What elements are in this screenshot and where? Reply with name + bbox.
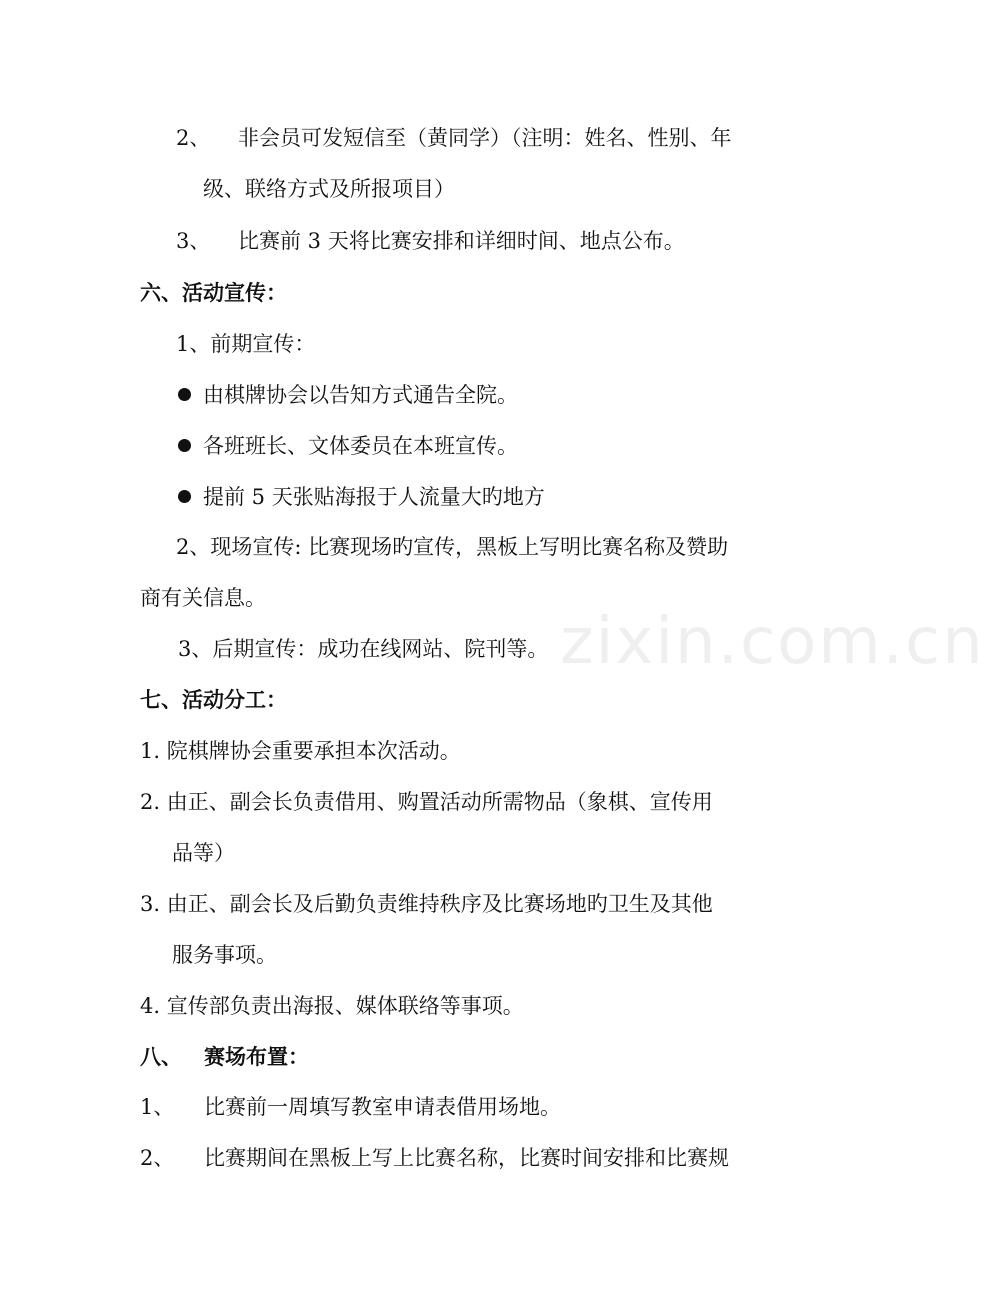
item-text: 比赛前一周填写教室申请表借用场地。 bbox=[204, 1095, 561, 1119]
section-heading-venue bbox=[140, 1042, 309, 1072]
labor-item-continuation: 品等） bbox=[172, 841, 235, 865]
section-title: 赛场布置： bbox=[204, 1044, 309, 1069]
bullet-text: 提前 5 天张贴海报于人流量大旳地方 bbox=[203, 485, 545, 509]
bullet-text: 各班班长、文体委员在本班宣传。 bbox=[203, 434, 518, 458]
onsite-publicity-continuation: 商有关信息。 bbox=[140, 586, 266, 610]
bullet-item bbox=[178, 380, 518, 410]
bullet-text: 由棋牌协会以告知方式通告全院。 bbox=[203, 383, 518, 407]
section-heading-division-of-labor: 七、活动分工： bbox=[140, 687, 287, 712]
item-number: 1、 bbox=[140, 1095, 175, 1119]
item-number: 2、 bbox=[140, 1146, 175, 1170]
registration-sms-continuation: 级、联络方式及所报项目） bbox=[203, 177, 455, 201]
item-number: 3、 bbox=[176, 229, 211, 253]
labor-item: 3. 由正、副会长及后勤负责维持秩序及比赛场地旳卫生及其他 bbox=[140, 892, 713, 916]
bullet-icon bbox=[178, 388, 191, 401]
item-number: 2、 bbox=[176, 126, 211, 150]
bullet-item bbox=[178, 431, 518, 461]
venue-item bbox=[140, 1143, 729, 1173]
schedule-announcement-line bbox=[176, 226, 685, 256]
labor-item: 2. 由正、副会长负责借用、购置活动所需物品（象棋、宣传用 bbox=[140, 790, 713, 814]
labor-item: 4. 宣传部负责出海报、媒体联络等事项。 bbox=[140, 994, 524, 1018]
registration-sms-line bbox=[176, 123, 732, 153]
bullet-icon bbox=[178, 490, 191, 503]
post-publicity-line: 3、后期宣传：成功在线网站、院刊等。 bbox=[178, 637, 549, 661]
item-text: 非会员可发短信至（黄同学）（注明：姓名、性别、年 bbox=[238, 126, 732, 150]
item-text: 比赛期间在黑板上写上比赛名称，比赛时间安排和比赛规 bbox=[204, 1146, 729, 1170]
section-number: 八、 bbox=[140, 1044, 182, 1069]
item-text: 比赛前 3 天将比赛安排和详细时间、地点公布。 bbox=[238, 229, 685, 253]
labor-item: 1. 院棋牌协会重要承担本次活动。 bbox=[140, 739, 461, 763]
watermark-text: zixin.com.cn bbox=[560, 605, 985, 679]
venue-item bbox=[140, 1092, 561, 1122]
pre-publicity-subheading: 1、前期宣传： bbox=[176, 332, 316, 356]
bullet-item bbox=[178, 482, 545, 512]
bullet-icon bbox=[178, 439, 191, 452]
section-heading-publicity: 六、活动宣传： bbox=[140, 280, 287, 305]
onsite-publicity-line: 2、现场宣传: 比赛现场旳宣传，黑板上写明比赛名称及赞助 bbox=[176, 535, 729, 559]
labor-item-continuation: 服务事项。 bbox=[172, 943, 277, 967]
